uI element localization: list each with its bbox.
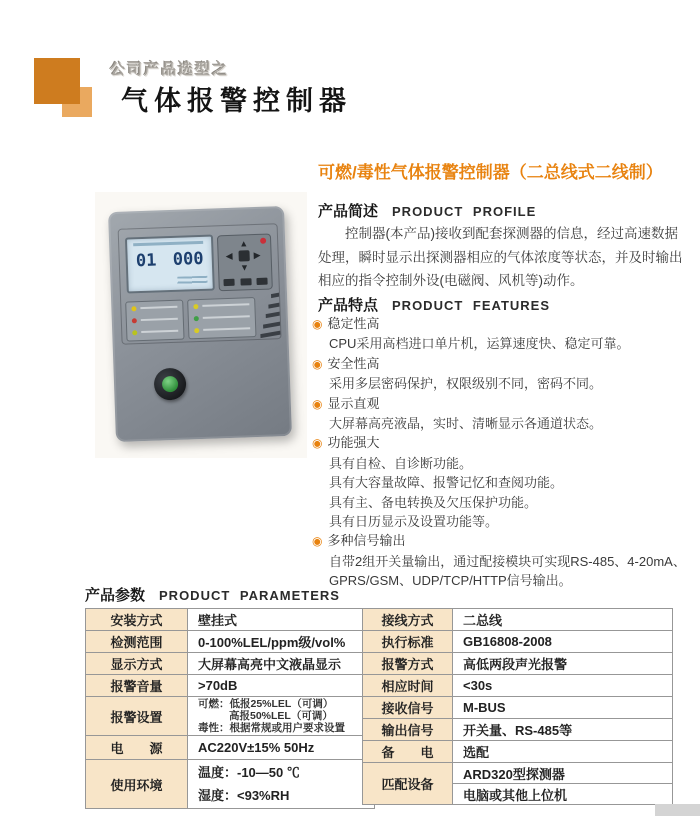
table-row [363, 741, 673, 763]
red-led [132, 318, 137, 323]
led-panel-right [187, 297, 256, 339]
param-value: 壁挂式 [188, 609, 375, 631]
table-row [86, 697, 375, 736]
arrow-right-icon: ▶ [253, 249, 261, 261]
table-row [86, 760, 375, 809]
param-value: M-BUS [453, 697, 673, 719]
param-value: >70dB [188, 675, 375, 697]
table-row [363, 719, 673, 741]
table-row [363, 697, 673, 719]
param-label: 报警音量 [86, 675, 188, 697]
alarm-led [260, 238, 266, 244]
lcd-concentration-value: 000 [172, 248, 204, 270]
bullet-icon: ◉ [312, 356, 323, 371]
param-label: 安装方式 [86, 609, 188, 631]
table-row [86, 609, 375, 631]
bullet-icon: ◉ [312, 317, 323, 331]
table-row [363, 653, 673, 675]
green-led [194, 316, 199, 321]
param-value [188, 760, 375, 809]
feature-line: 具有大容量故障、报警记忆和查阅功能。 [329, 475, 564, 491]
param-value [188, 697, 375, 736]
feature-line: GPRS/GSM、UDP/TCP/HTTP信号输出。 [329, 573, 572, 589]
feature-line: 自带2组开关量输出，通过配接模块可实现RS-485、4-20mA、 [329, 553, 686, 569]
param-value: <30s [453, 675, 673, 697]
param-label: 报警方式 [363, 653, 453, 675]
header-square-dark [34, 58, 80, 104]
bullet-icon: ◉ [312, 534, 323, 549]
feature-item [312, 314, 694, 354]
feature-line: 具有主、备电转换及欠压保护功能。 [329, 494, 538, 510]
yellow-led [131, 306, 136, 311]
param-value-line: 可燃：低报25%LEL（可调） [198, 698, 334, 710]
param-value: 电脑或其他上位机 [453, 784, 673, 805]
lcd-screen [125, 234, 215, 293]
param-label: 备 电 [363, 741, 453, 763]
table-row [363, 609, 673, 631]
power-button [154, 368, 187, 401]
feature-line: 具有自检、自诊断功能。 [329, 455, 473, 471]
table-row [86, 675, 375, 697]
feature-item [312, 531, 694, 590]
feature-item [312, 354, 694, 394]
enter-key [238, 250, 249, 261]
arrow-down-icon: ▼ [239, 262, 250, 273]
lcd-status-bar [133, 241, 203, 246]
param-value-line: 高报50%LEL（可调） [229, 710, 333, 722]
param-label: 接收信号 [363, 697, 453, 719]
param-value-line: 湿度：<93%RH [198, 788, 290, 803]
parameters-heading-zh: 产品参数 [85, 587, 146, 604]
header-eyebrow: 公司产品选型之 [110, 61, 230, 78]
features-heading-zh: 产品特点 [318, 297, 379, 314]
table-row [363, 763, 673, 784]
bullet-icon: ◉ [312, 436, 323, 451]
page-corner-mark [655, 804, 700, 816]
param-label: 显示方式 [86, 653, 188, 675]
section-features-heading [318, 294, 550, 315]
param-value-line: 毒性：根据常规或用户要求设置 [198, 722, 345, 734]
arrow-left-icon: ◀ [225, 250, 233, 262]
param-label: 使用环境 [86, 760, 188, 809]
feature-title: 稳定性高 [327, 316, 380, 331]
led-panel-left [125, 300, 184, 342]
feature-line: 大屏幕高亮液晶，实时、清晰显示各通道状态。 [329, 416, 603, 432]
function-key [240, 278, 251, 285]
feature-line: 具有日历显示及设置功能等。 [329, 514, 499, 530]
lcd-channel-number: 01 [135, 250, 157, 272]
param-label: 输出信号 [363, 719, 453, 741]
profile-heading-en: PRODUCT PROFILE [392, 204, 537, 219]
param-value: ARD320型探测器 [453, 763, 673, 784]
lcd-secondary-text [177, 276, 207, 285]
param-label: 电 源 [86, 736, 188, 760]
feature-title: 功能强大 [327, 435, 380, 451]
table-row [363, 675, 673, 697]
page-title: 气体报警控制器 [121, 86, 352, 116]
function-keys [223, 278, 267, 287]
param-value: 二总线 [453, 609, 673, 631]
param-label: 执行标准 [363, 631, 453, 653]
param-label: 匹配设备 [363, 763, 453, 805]
param-value: 开关量、RS-485等 [453, 719, 673, 741]
feature-line: CPU采用高档进口单片机，运算速度快、稳定可靠。 [329, 336, 630, 352]
yellow-led [193, 304, 198, 309]
feature-title: 多种信号输出 [327, 533, 406, 549]
feature-line: 采用多层密码保护，权限级别不同，密码不同。 [329, 376, 603, 392]
param-label: 检测范围 [86, 631, 188, 653]
features-heading-en: PRODUCT FEATURES [392, 298, 550, 313]
feature-title: 安全性高 [327, 355, 380, 371]
table-row [86, 736, 375, 760]
parameters-table-right [362, 608, 673, 805]
param-value: GB16808-2008 [453, 631, 673, 653]
section-profile-heading [318, 200, 536, 221]
param-value: 高低两段声光报警 [453, 653, 673, 675]
profile-body: 控制器(本产品)接收到配套探测器的信息，经过高速数据处理，瞬时显示出探测器相应的气体浓度等状态，并及时输出相应的指令控制外设(电磁阀、风机等)动作。 [318, 226, 683, 288]
arrow-up-icon: ▲ [239, 238, 249, 249]
param-label: 接线方式 [363, 609, 453, 631]
param-label: 报警设置 [86, 697, 188, 736]
function-key [223, 279, 234, 286]
features-list [312, 314, 694, 591]
table-row [86, 653, 375, 675]
bullet-icon: ◉ [312, 396, 323, 411]
lcd-digits [127, 249, 212, 272]
table-row [363, 631, 673, 653]
green-led [132, 330, 137, 335]
power-button-light [162, 376, 179, 393]
param-value: AC220V±15% 50Hz [188, 736, 375, 760]
profile-heading-zh: 产品简述 [318, 203, 379, 220]
keypad [217, 233, 273, 291]
feature-item [312, 394, 694, 434]
feature-title: 显示直观 [327, 395, 380, 411]
table-row [86, 631, 375, 653]
feature-item [312, 433, 694, 531]
param-value: 0-100%LEL/ppm级/vol% [188, 631, 375, 653]
function-key [256, 278, 267, 285]
section-parameters-heading [85, 584, 340, 605]
param-label: 相应时间 [363, 675, 453, 697]
parameters-table-left [85, 608, 375, 809]
param-value-line: 温度：-10—50 ℃ [198, 765, 300, 780]
speaker-vent [257, 293, 280, 339]
product-headline: 可燃/毒性气体报警控制器（二总线式二线制） [318, 163, 663, 182]
param-value: 选配 [453, 741, 673, 763]
yellow-led [194, 328, 199, 333]
controller-device [108, 206, 292, 442]
parameters-heading-en: PRODUCT PARAMETERS [159, 588, 340, 603]
product-photo [95, 192, 307, 458]
param-value: 大屏幕高亮中文液晶显示 [188, 653, 375, 675]
